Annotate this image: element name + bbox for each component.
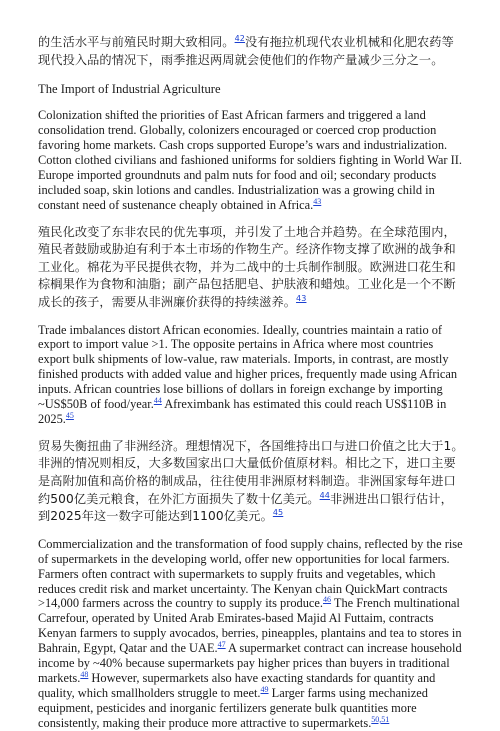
text-segment: However, supermarkets also have exacting standards for quantity and quality, which smallholders struggle to meet. (38, 670, 436, 700)
citation-link[interactable]: 45 (272, 508, 284, 518)
citation-link[interactable]: 43 (296, 293, 307, 303)
text-segment: 的生活水平与前殖民时期大致相同。 (38, 35, 235, 49)
paragraph-zh-colonization (38, 224, 464, 312)
citation-link[interactable]: 44 (153, 395, 162, 405)
citation-link[interactable]: 49 (260, 684, 269, 694)
text-segment: 没有拖拉机现代农业机械和化肥农药等现代投入品的情况下，雨季推迟两周就会使他们的作物产量减少三分之一。 (38, 35, 454, 67)
text-segment: 非洲进出口银行估计，到2025年这一数字可能达到1100亿美元。 (38, 491, 453, 524)
paragraph-zh-trade (38, 438, 464, 526)
text-segment: Larger farms using mechanized equipment, pesticides and inorganic fertilizers generate bulk quantities more consistently, making their produce more attractive to supermarkets. (38, 685, 428, 730)
paragraph-en-commercialization (38, 537, 464, 731)
citation-link[interactable]: 42 (234, 33, 245, 43)
citation-link[interactable]: 43 (313, 196, 322, 206)
citation-link[interactable]: 47 (217, 640, 226, 650)
text-segment: The French multinational Carrefour, operated by United Arab Emirates-based Majid Al Futtaim, contracts Kenyan farmers to supply avocados, berries, pineapples, plantains and tea to stores in Bahrain, Egypt, Qatar and the UAE. (38, 596, 462, 656)
text-segment: Commercialization and the transformation of food supply chains, reflected by the rise of supermarkets in the developing world, offer new opportunities for local farmers. Farmers often contract with supermarkets to supply fruits and vegetables, which reduces credit risk and market uncertainty. The Kenyan chain QuickMart contracts >14,000 farmers across the country to supply its produce. (38, 536, 463, 611)
paragraph-en-trade (38, 323, 464, 427)
paragraph-en-colonization (38, 108, 464, 212)
text-segment: Trade imbalances distort African economies. Ideally, countries maintain a ratio of export to import value >1. The opposite pertains in Africa where most countries export bulk shipments of low-value, raw materials. Imports, in contrast, are mostly finished products with added value and higher prices, frequently made using African inputs. African countries lose billions of dollars in foreign exchange by importing ~US$50B of food/year. (38, 322, 458, 412)
citation-link[interactable]: 48 (80, 669, 89, 679)
paragraph-zh-continuation (38, 34, 464, 69)
citation-link[interactable]: 50,51 (371, 714, 390, 724)
text-segment: 贸易失衡扭曲了非洲经济。理想情况下，各国维持出口与进口价值之比大于1。非洲的情况则相反，大多数国家出口大量低价值原材料。相比之下，进口主要是高附加值和高价格的制成品，往往使用非洲原材料制造。非洲国家每年进口约500亿美元粮食，在外汇方面损失了数十亿美元。 (38, 438, 464, 506)
text-segment: A supermarket contract can increase household income by ~40% because supermarkets pay higher prices than buyers in traditional markets. (38, 641, 462, 685)
heading-text: The Import of Industrial Agriculture (38, 82, 221, 97)
document-page (38, 34, 464, 731)
citation-link[interactable]: 45 (65, 410, 74, 420)
section-heading (38, 82, 464, 97)
text-segment: Afreximbank has estimated this could reach US$110B in 2025. (38, 397, 447, 426)
citation-link[interactable]: 44 (319, 490, 330, 500)
text-segment: 殖民化改变了东非农民的优先事项，并引发了土地合并趋势。在全球范围内，殖民者鼓励或胁迫有利于本土市场的作物生产。经济作物支撑了欧洲的战争和工业化。棉花为平民提供衣物，并为二战中的士兵制作制服。欧洲进口花生和棕榈果作为食物和油脂；副产品包括肥皂、护肤液和蜡烛。工业化是一个不断成长的孩子，需要从非洲廉价获得的持续滋养。 (38, 224, 456, 309)
citation-link[interactable]: 46 (323, 595, 332, 605)
text-segment: Colonization shifted the priorities of East African farmers and triggered a land consolidation trend. Globally, colonizers encouraged or coerced crop production favoring home markets. Cash crops supported Europe’s wars and industrialization. Cotton clothed civilians and fashioned uniforms for soldiers fighting in World War II. Europe imported groundnuts and palm nuts for food and oil; secondary products included soap, skin lotions and candles. Industrialization was a growing child in constant need of sustenance cheaply obtained in Africa. (38, 108, 462, 212)
